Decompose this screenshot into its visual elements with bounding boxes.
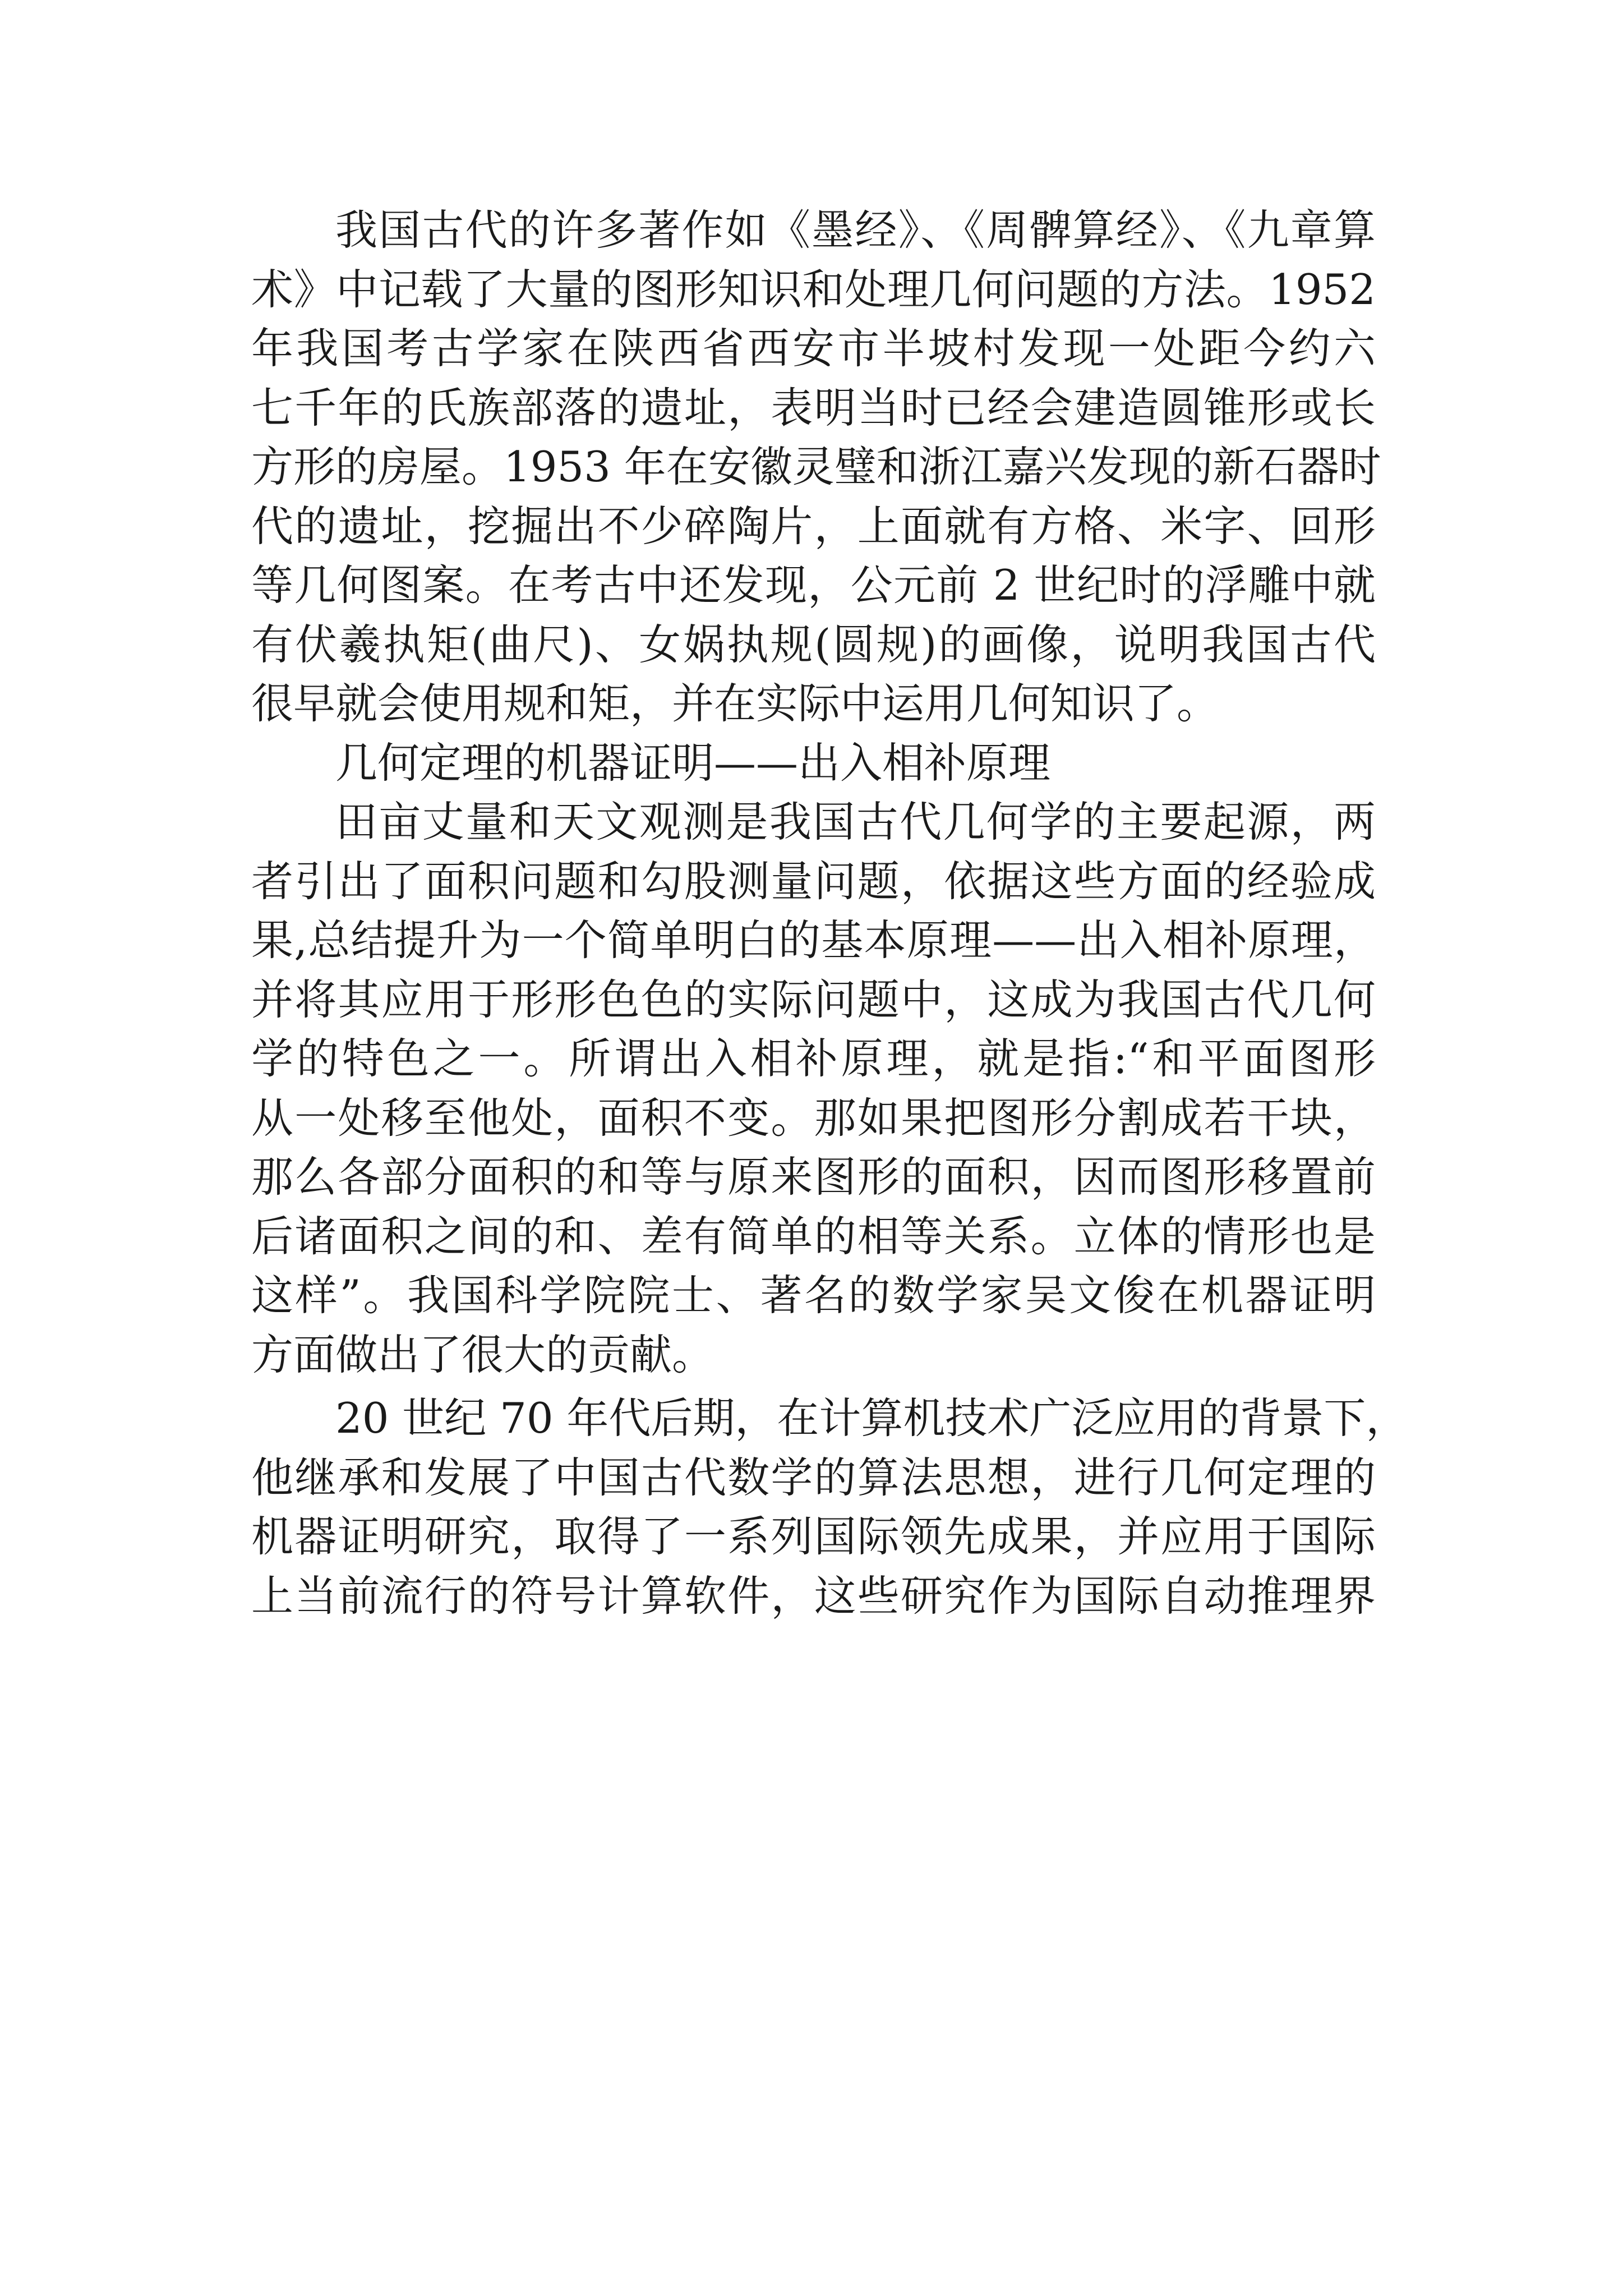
text-line: 者引出了面积问题和勾股测量问题，依据这些方面的经验成 xyxy=(251,856,1376,906)
text-line: 学的特色之一。所谓出入相补原理，就是指:“和平面图形 xyxy=(251,1034,1376,1083)
text-line: 他继承和发展了中国古代数学的算法思想，进行几何定理的 xyxy=(251,1452,1376,1502)
text-line: 这样”。我国科学院院士、著名的数学家吴文俊在机器证明 xyxy=(251,1271,1376,1320)
text-line: 代的遗址，挖掘出不少碎陶片，上面就有方格、米字、回形 xyxy=(251,501,1376,551)
text-line: 很早就会使用规和矩，并在实际中运用几何知识了。 xyxy=(251,679,1219,728)
text-line: 田亩丈量和天文观测是我国古代几何学的主要起源，两 xyxy=(335,797,1376,846)
text-line: 从一处移至他处，面积不变。那如果把图形分割成若干块， xyxy=(251,1093,1376,1143)
paragraph-spacer xyxy=(251,1384,1376,1389)
text-line: 方面做出了很大的贡献。 xyxy=(251,1329,714,1379)
text-line: 后诸面积之间的和、差有简单的相等关系。立体的情形也是 xyxy=(251,1211,1376,1261)
text-line: 等几何图案。在考古中还发现，公元前 2 世纪时的浮雕中就 xyxy=(251,560,1376,610)
text-line: 机器证明研究，取得了一系列国际领先成果，并应用于国际 xyxy=(251,1512,1376,1561)
text-line: 有伏羲执矩(曲尺)、女娲执规(圆规)的画像，说明我国古代 xyxy=(251,619,1376,669)
text-line: 术》中记载了大量的图形知识和处理几何问题的方法。1952 xyxy=(251,264,1376,314)
text-line: 那么各部分面积的和等与原来图形的面积，因而图形移置前 xyxy=(251,1152,1376,1202)
document-body xyxy=(251,201,1408,1626)
text-line: 20 世纪 70 年代后期，在计算机技术广泛应用的背景下， xyxy=(335,1393,1408,1443)
paragraph-wu-wenjun xyxy=(251,1389,1408,1626)
paragraph-principle xyxy=(251,793,1376,1384)
section-heading xyxy=(251,734,1376,793)
text-line: 上当前流行的符号计算软件，这些研究作为国际自动推理界 xyxy=(251,1571,1376,1621)
text-line: 方形的房屋。1953 年在安徽灵璧和浙江嘉兴发现的新石器时 xyxy=(251,442,1381,491)
heading-text: 几何定理的机器证明——出入相补原理 xyxy=(335,738,1051,788)
text-line: 果,总结提升为一个简单明白的基本原理——出入相补原理， xyxy=(251,915,1376,965)
text-line: 并将其应用于形形色色的实际问题中，这成为我国古代几何 xyxy=(251,974,1376,1024)
paragraph-ancient-works xyxy=(251,201,1381,734)
text-line: 年我国考古学家在陕西省西安市半坡村发现一处距今约六 xyxy=(251,324,1376,373)
text-line: 七千年的氏族部落的遗址，表明当时已经会建造圆锥形或长 xyxy=(251,383,1376,432)
text-line: 我国古代的许多著作如《墨经》、《周髀算经》、《九章算 xyxy=(335,205,1376,255)
